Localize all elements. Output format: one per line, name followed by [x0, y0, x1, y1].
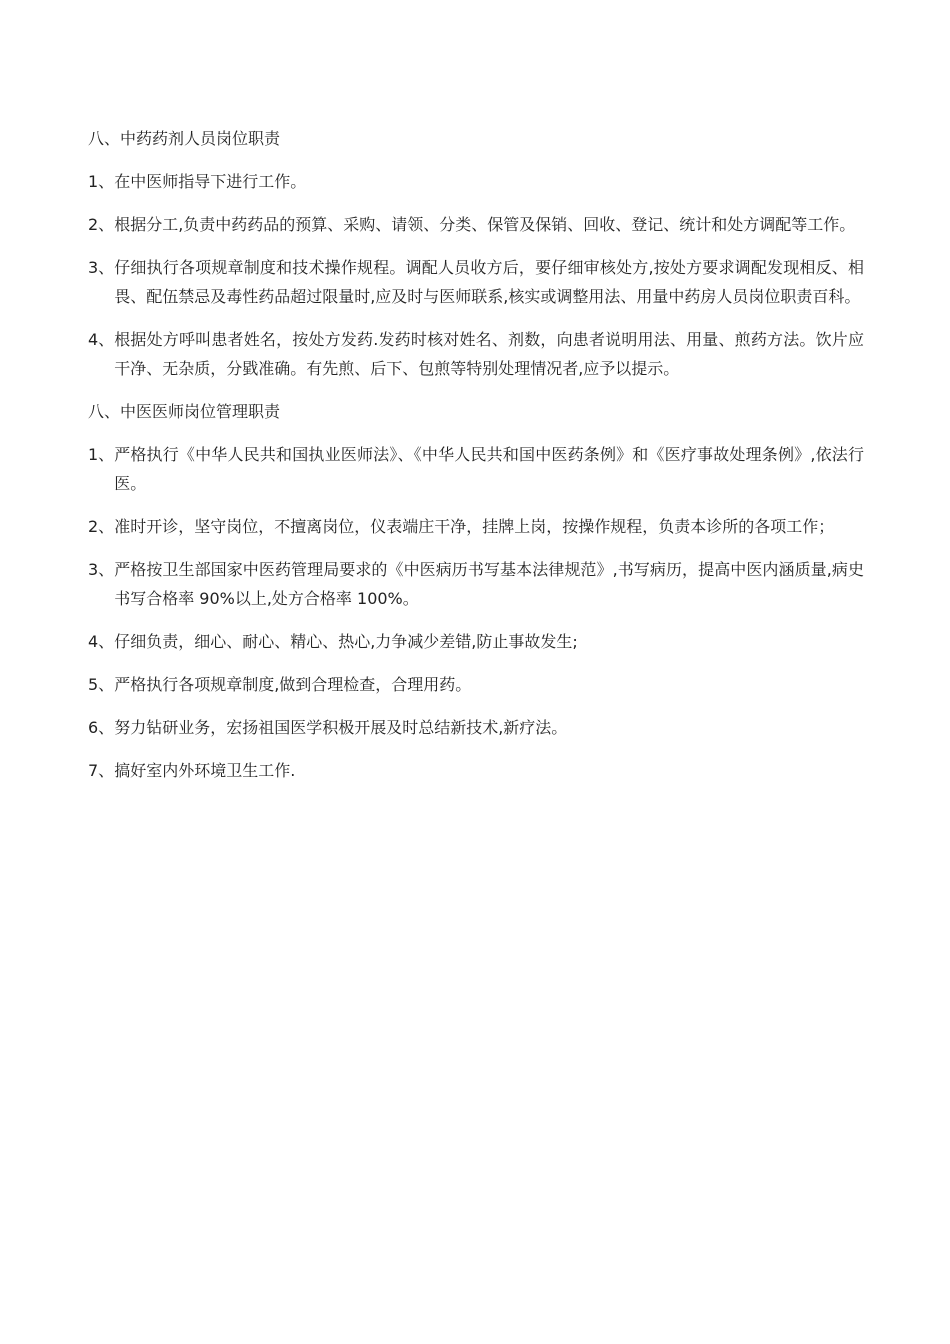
item-number: 5、 [88, 675, 115, 694]
item-text: 在中医师指导下进行工作。 [114, 172, 307, 191]
list-item [88, 440, 864, 498]
list-item [88, 167, 864, 196]
item-number: 2、 [88, 215, 115, 234]
list-item [88, 555, 864, 613]
item-text: 严格执行各项规章制度,做到合理检查，合理用药。 [114, 675, 472, 694]
item-text: 搞好室内外环境卫生工作. [114, 761, 296, 780]
item-number: 1、 [88, 172, 115, 191]
list-item [88, 512, 864, 541]
item-text: 仔细执行各项规章制度和技术操作规程。调配人员收方后，要仔细审核处方,按处方要求调配发现相反、相畏、配伍禁忌及毒性药品超过限量时,应及时与医师联系,核实或调整用法、用量中药房人员岗位职责百科。 [114, 258, 864, 306]
section-pharmacy-duties [88, 124, 864, 383]
list-item [88, 713, 864, 742]
item-text: 严格按卫生部国家中医药管理局要求的《中医病历书写基本法律规范》,书写病历，提高中医内涵质量,病史书写合格率 90%以上,处方合格率 100%。 [114, 560, 864, 608]
item-number: 4、 [88, 632, 115, 651]
list-item [88, 210, 864, 239]
item-text: 仔细负责，细心、耐心、精心、热心,力争减少差错,防止事故发生; [114, 632, 578, 651]
list-item [88, 627, 864, 656]
item-number: 1、 [88, 445, 115, 464]
list-item [88, 670, 864, 699]
item-number: 3、 [88, 258, 115, 277]
document-page [88, 124, 864, 799]
item-number: 4、 [88, 330, 115, 349]
item-number: 3、 [88, 560, 115, 579]
section-heading: 八、中医医师岗位管理职责 [88, 402, 281, 421]
section-heading: 八、中药药剂人员岗位职责 [88, 129, 281, 148]
item-number: 7、 [88, 761, 115, 780]
item-text: 努力钻研业务，宏扬祖国医学积极开展及时总结新技术,新疗法。 [114, 718, 568, 737]
item-text: 准时开诊，坚守岗位，不擅离岗位，仪表端庄干净，挂牌上岗，按操作规程，负责本诊所的各项工作； [114, 517, 835, 536]
item-text: 根据处方呼叫患者姓名，按处方发药.发药时核对姓名、剂数，向患者说明用法、用量、煎药方法。饮片应干净、无杂质，分戥准确。有先煎、后下、包煎等特别处理情况者,应予以提示。 [114, 330, 864, 378]
list-item [88, 253, 864, 311]
item-text: 严格执行《中华人民共和国执业医师法》、《中华人民共和国中医药条例》和《医疗事故处理条例》,依法行医。 [114, 445, 864, 493]
list-item [88, 325, 864, 383]
section-physician-duties [88, 397, 864, 785]
item-number: 6、 [88, 718, 115, 737]
item-text: 根据分工,负责中药药品的预算、采购、请领、分类、保管及保销、回收、登记、统计和处方调配等工作。 [114, 215, 856, 234]
item-number: 2、 [88, 517, 115, 536]
list-item [88, 756, 864, 785]
